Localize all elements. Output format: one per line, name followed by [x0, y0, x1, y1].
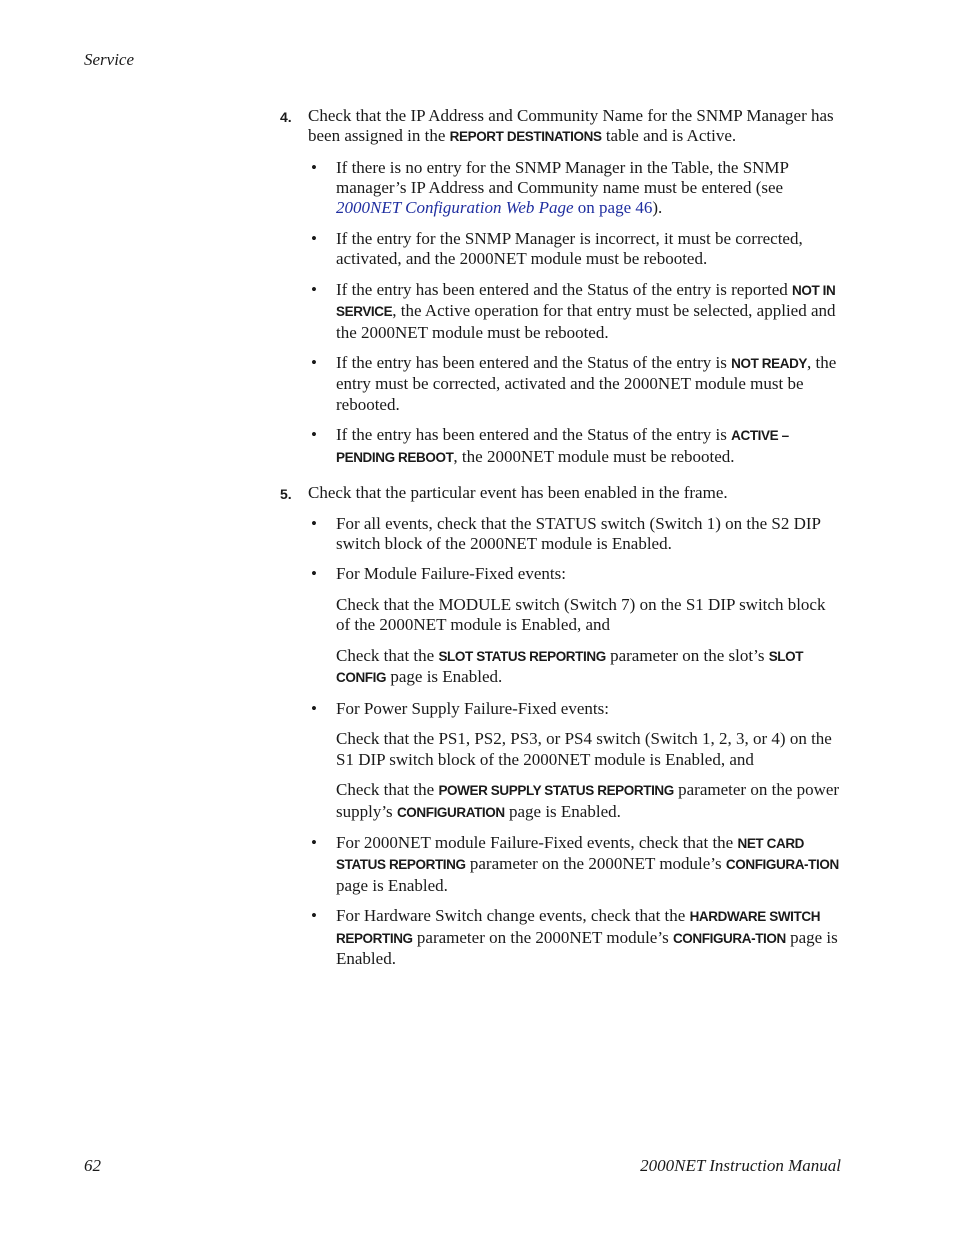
- bullet-icon: •: [311, 698, 317, 718]
- list-item: [308, 280, 840, 343]
- step-text-part: Check that the IP Address and Community Name for the SNMP Manager has been assigned in the: [308, 106, 834, 146]
- bullet-icon: •: [311, 564, 317, 584]
- list-item: [308, 229, 840, 270]
- keyword: NOT READY: [731, 356, 808, 372]
- keyword: CONFIGURA-TION: [672, 930, 786, 946]
- bullet-icon: •: [311, 157, 317, 177]
- keyword: SLOT STATUS REPORTING: [438, 648, 606, 664]
- step-text: [308, 106, 840, 148]
- step-number: 4.: [280, 109, 292, 125]
- keyword: CONFIGURA-TION: [725, 857, 839, 873]
- item-paragraph: [336, 646, 840, 689]
- item-text: page is Enabled.: [386, 667, 503, 687]
- keyword: CONFIGURATION: [396, 804, 505, 820]
- list-item: [308, 353, 840, 415]
- list-item: [308, 425, 840, 468]
- item-text: For Power Supply Failure-Fixed events:: [336, 698, 609, 718]
- running-header: Service: [84, 50, 135, 69]
- item-paragraph: Check that the MODULE switch (Switch 7) on the S1 DIP switch block of the 2000NET module is Enabled, and: [336, 595, 826, 635]
- list-item: [308, 833, 840, 896]
- bullet-icon: •: [311, 353, 317, 373]
- item-text: If the entry for the SNMP Manager is incorrect, it must be corrected, activated, and the 2000NET module must be rebooted.: [336, 229, 803, 269]
- list-item: [308, 514, 840, 555]
- item-text: For Module Failure-Fixed events:: [336, 564, 566, 584]
- item-text: parameter on the 2000NET module’s: [465, 854, 726, 874]
- list-item: [308, 564, 840, 688]
- bullet-icon: •: [311, 425, 317, 445]
- item-text: parameter on the power supply’s: [336, 780, 840, 821]
- bullet-icon: •: [311, 229, 317, 249]
- item-text: Check that the: [336, 780, 439, 800]
- item-text: parameter on the 2000NET module’s: [412, 927, 673, 947]
- item-text: , the Active operation for that entry must be selected, applied and the 2000NET module must be rebooted.: [336, 301, 836, 342]
- step-text-part: table and is Active.: [601, 126, 737, 146]
- item-text: For all events, check that the STATUS switch (Switch 1) on the S2 DIP switch block of the 2000NET module is Enabled.: [336, 513, 821, 553]
- item-paragraph: Check that the PS1, PS2, PS3, or PS4 switch (Switch 1, 2, 3, or 4) on the S1 DIP switch block of the 2000NET module is Enabled, and: [336, 729, 832, 769]
- page-reference-link[interactable]: on page 46: [573, 198, 653, 218]
- step-number: 5.: [280, 485, 292, 502]
- bullet-list: [308, 158, 840, 468]
- bullet-icon: •: [311, 833, 317, 853]
- item-text: , the entry must be corrected, activated and the 2000NET module must be rebooted.: [336, 353, 837, 414]
- item-text: For 2000NET module Failure-Fixed events, check that the: [336, 833, 738, 853]
- bullet-icon: •: [311, 279, 317, 299]
- list-item: [308, 906, 840, 969]
- item-text: page is Enabled.: [336, 875, 448, 895]
- item-text: parameter on the slot’s: [605, 645, 769, 665]
- item-paragraph: [336, 780, 840, 823]
- item-text: For Hardware Switch change events, check that the: [336, 906, 690, 926]
- main-content: [280, 106, 840, 969]
- bullet-list: [308, 514, 840, 970]
- list-item: [308, 699, 840, 823]
- step-text: Check that the particular event has been enabled in the frame.: [308, 482, 728, 502]
- item-text: , the 2000NET module must be rebooted.: [453, 446, 735, 466]
- keyword: NET CARD STATUS REPORTING: [336, 836, 805, 873]
- item-text: Check that the: [336, 645, 439, 665]
- keyword: HARDWARE SWITCH REPORTING: [336, 909, 821, 946]
- item-text: If the entry has been entered and the Status of the entry is reported: [336, 279, 793, 299]
- keyword: NOT IN SERVICE: [336, 282, 836, 320]
- item-text: If the entry has been entered and the Status of the entry is: [336, 353, 732, 373]
- keyword: SLOT CONFIG: [336, 648, 804, 686]
- keyword: POWER SUPPLY STATUS REPORTING: [438, 783, 674, 799]
- item-text: ).: [652, 198, 663, 218]
- bullet-icon: •: [311, 513, 317, 533]
- item-text: page is Enabled.: [504, 801, 621, 821]
- keyword: REPORT DESTINATIONS: [449, 129, 602, 145]
- item-text: page is Enabled.: [336, 927, 838, 968]
- cross-reference-link[interactable]: 2000NET Configuration Web Page: [336, 198, 574, 218]
- item-text: If the entry has been entered and the Status of the entry is: [336, 425, 732, 445]
- running-footer-title: 2000NET Instruction Manual: [640, 1156, 841, 1175]
- item-text: If there is no entry for the SNMP Manager in the Table, the SNMP manager’s IP Address and Community name must be entered (see: [336, 157, 789, 198]
- keyword: ACTIVE – PENDING REBOOT: [336, 428, 789, 465]
- step-4: [280, 106, 840, 468]
- page-number: 62: [84, 1156, 101, 1175]
- list-item: [308, 158, 840, 219]
- bullet-icon: •: [311, 906, 317, 926]
- step-5: [280, 483, 840, 969]
